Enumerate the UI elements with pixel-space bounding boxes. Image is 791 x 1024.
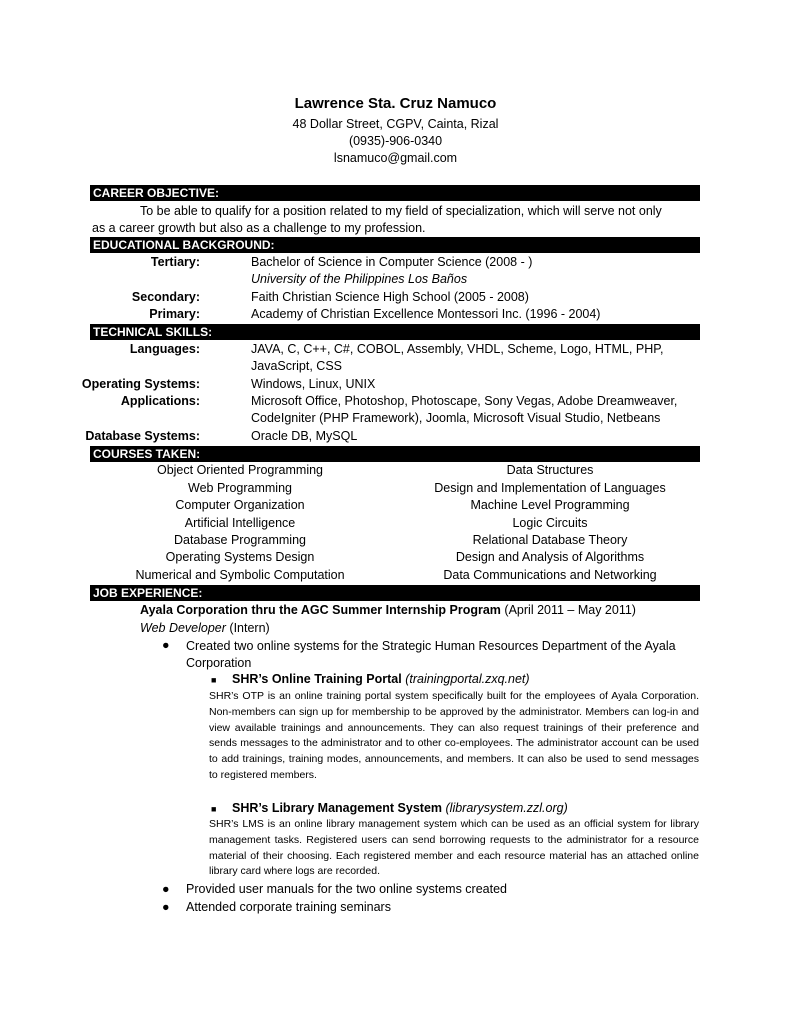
course-right-5: Relational Database Theory bbox=[472, 533, 628, 547]
course-right-4: Logic Circuits bbox=[512, 516, 588, 530]
primary-label: Primary: bbox=[149, 307, 200, 321]
otp-title-line bbox=[232, 671, 530, 688]
email: lsnamuco@gmail.com bbox=[333, 151, 458, 165]
phone: (0935)-906-0340 bbox=[348, 134, 443, 148]
applicant-name: Lawrence Sta. Cruz Namuco bbox=[294, 95, 497, 112]
career-objective-heading: CAREER OBJECTIVE: bbox=[90, 185, 700, 201]
course-left-4: Artificial Intelligence bbox=[184, 516, 296, 530]
os-label: Operating Systems: bbox=[81, 377, 200, 391]
square-bullet-icon: ■ bbox=[211, 675, 217, 685]
job-company-line bbox=[140, 602, 636, 619]
course-left-1: Object Oriented Programming bbox=[156, 463, 324, 477]
secondary-school: Faith Christian Science High School (2005 - 2008) bbox=[251, 290, 529, 304]
otp-title: SHR’s Online Training Portal bbox=[232, 672, 402, 686]
lms-title-line bbox=[232, 800, 568, 817]
otp-url: (trainingportal.zxq.net) bbox=[405, 672, 530, 686]
career-objective-line-2: as a career growth but also as a challenge to my profession. bbox=[92, 221, 426, 235]
applications-line-1: Microsoft Office, Photoshop, Photoscape, Sony Vegas, Adobe Dreamweaver, bbox=[251, 394, 678, 408]
job-role: Web Developer bbox=[140, 621, 226, 635]
applications-label: Applications: bbox=[120, 394, 200, 408]
job-role-type: (Intern) bbox=[229, 621, 270, 635]
job-heading: JOB EXPERIENCE: bbox=[90, 585, 700, 601]
languages-label: Languages: bbox=[129, 342, 200, 356]
course-left-7: Numerical and Symbolic Computation bbox=[135, 568, 345, 582]
otp-description: SHR’s OTP is an online training portal system specifically built for the employees of Ayala Corporation. Non-members can sign up for membership to be approved by the administrator. Members can log-in and view available trainings and announcements. They can also request trainings of their preference and sends messages to the administrator and to other co-employees. The administrator account can be used to add trainings, training modes, announcements, and members. It can also be used to send messages to registered members. bbox=[209, 690, 699, 781]
course-right-7: Data Communications and Networking bbox=[443, 568, 657, 582]
job-bullet-2: Provided user manuals for the two online systems created bbox=[186, 882, 507, 896]
job-role-line bbox=[140, 620, 270, 637]
address: 48 Dollar Street, CGPV, Cainta, Rizal bbox=[292, 117, 499, 131]
career-objective-line-1: To be able to qualify for a position related to my field of specialization, which will serve not only bbox=[140, 204, 662, 218]
education-heading: EDUCATIONAL BACKGROUND: bbox=[90, 237, 700, 253]
course-left-6: Operating Systems Design bbox=[165, 550, 315, 564]
os-value: Windows, Linux, UNIX bbox=[251, 377, 376, 391]
tertiary-label: Tertiary: bbox=[150, 255, 200, 269]
lms-title: SHR’s Library Management System bbox=[232, 801, 443, 815]
course-right-6: Design and Analysis of Algorithms bbox=[455, 550, 645, 564]
secondary-label: Secondary: bbox=[131, 290, 200, 304]
square-bullet-icon: ■ bbox=[211, 804, 217, 814]
job-bullet-1-line-1: Created two online systems for the Strategic Human Resources Department of the Ayala bbox=[186, 639, 676, 653]
job-bullet-1-line-2: Corporation bbox=[186, 656, 252, 670]
lms-description: SHR’s LMS is an online library management system which can be used as an official system for library management tasks. Registered users can send borrowing requests to the administrator for a resource material of their choosing. Each registered member and each resource material has an attached online library card where logs are recorded. bbox=[209, 818, 699, 878]
skills-heading: TECHNICAL SKILLS: bbox=[90, 324, 700, 340]
course-left-2: Web Programming bbox=[188, 481, 292, 495]
course-right-2: Design and Implementation of Languages bbox=[434, 481, 666, 495]
database-value: Oracle DB, MySQL bbox=[251, 429, 358, 443]
job-dates: (April 2011 – May 2011) bbox=[504, 603, 636, 617]
applications-line-2: CodeIgniter (PHP Framework), Joomla, Microsoft Visual Studio, Netbeans bbox=[251, 411, 661, 425]
course-left-3: Computer Organization bbox=[175, 498, 305, 512]
languages-line-2: JavaScript, CSS bbox=[251, 359, 343, 373]
lms-url: (librarysystem.zzl.org) bbox=[445, 801, 568, 815]
courses-heading: COURSES TAKEN: bbox=[90, 446, 700, 462]
course-right-1: Data Structures bbox=[506, 463, 594, 477]
course-right-3: Machine Level Programming bbox=[470, 498, 630, 512]
tertiary-school: University of the Philippines Los Baños bbox=[251, 272, 468, 286]
primary-school: Academy of Christian Excellence Montessori Inc. (1996 - 2004) bbox=[251, 307, 601, 321]
languages-line-1: JAVA, C, C++, C#, COBOL, Assembly, VHDL, Scheme, Logo, HTML, PHP, bbox=[251, 342, 664, 356]
tertiary-degree: Bachelor of Science in Computer Science (2008 - ) bbox=[251, 255, 533, 269]
course-left-5: Database Programming bbox=[173, 533, 306, 547]
bullet-icon: ● bbox=[162, 638, 170, 652]
job-bullet-3: Attended corporate training seminars bbox=[186, 900, 391, 914]
bullet-icon: ● bbox=[162, 900, 170, 914]
database-label: Database Systems: bbox=[85, 429, 200, 443]
job-company: Ayala Corporation thru the AGC Summer Internship Program bbox=[140, 603, 501, 617]
bullet-icon: ● bbox=[162, 882, 170, 896]
